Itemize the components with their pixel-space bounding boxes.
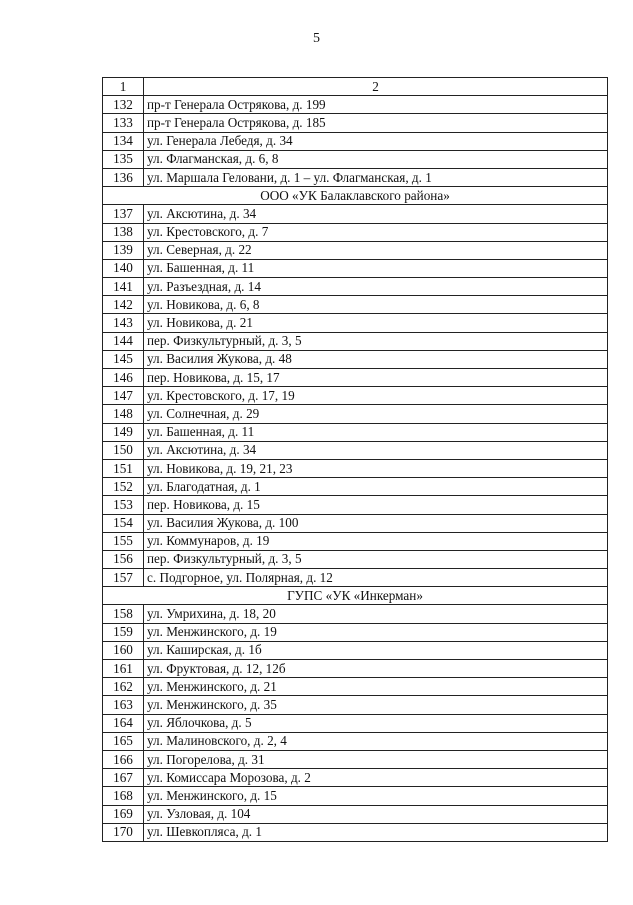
table-row	[103, 532, 608, 550]
table-row	[103, 423, 608, 441]
row-address: ул. Комиссара Морозова, д. 2	[144, 769, 608, 787]
row-number: 147	[103, 387, 144, 405]
table-row	[103, 550, 608, 568]
group-title: ГУПС «УК «Инкерман»	[103, 587, 608, 605]
row-address: ул. Менжинского, д. 21	[144, 678, 608, 696]
row-address: пер. Физкультурный, д. 3, 5	[144, 550, 608, 568]
row-number: 146	[103, 369, 144, 387]
table-row	[103, 569, 608, 587]
table-row	[103, 132, 608, 150]
table-row	[103, 823, 608, 841]
row-address: ул. Новикова, д. 21	[144, 314, 608, 332]
row-address: ул. Каширская, д. 1б	[144, 641, 608, 659]
row-number: 134	[103, 132, 144, 150]
row-address: ул. Маршала Геловани, д. 1 – ул. Флагманская, д. 1	[144, 168, 608, 186]
row-number: 141	[103, 278, 144, 296]
row-address: пр-т Генерала Острякова, д. 199	[144, 96, 608, 114]
table-row	[103, 514, 608, 532]
row-address: ул. Благодатная, д. 1	[144, 478, 608, 496]
row-number: 138	[103, 223, 144, 241]
row-number: 163	[103, 696, 144, 714]
row-address: ул. Менжинского, д. 19	[144, 623, 608, 641]
row-address: ул. Северная, д. 22	[144, 241, 608, 259]
row-number: 151	[103, 459, 144, 477]
table-row	[103, 805, 608, 823]
row-number: 159	[103, 623, 144, 641]
row-address: ул. Крестовского, д. 17, 19	[144, 387, 608, 405]
table-row	[103, 96, 608, 114]
row-number: 149	[103, 423, 144, 441]
group-title: ООО «УК Балаклавского района»	[103, 187, 608, 205]
column-header-1: 1	[103, 78, 144, 96]
table-row	[103, 369, 608, 387]
row-number: 165	[103, 732, 144, 750]
address-table-body	[103, 78, 608, 842]
row-address: пр-т Генерала Острякова, д. 185	[144, 114, 608, 132]
group-header-row	[103, 187, 608, 205]
row-address: пер. Новикова, д. 15	[144, 496, 608, 514]
row-number: 140	[103, 259, 144, 277]
row-address: ул. Аксютина, д. 34	[144, 205, 608, 223]
table-row	[103, 205, 608, 223]
table-row	[103, 769, 608, 787]
row-address: ул. Солнечная, д. 29	[144, 405, 608, 423]
row-address: ул. Башенная, д. 11	[144, 259, 608, 277]
table-row	[103, 314, 608, 332]
row-address: ул. Генерала Лебедя, д. 34	[144, 132, 608, 150]
table-row	[103, 278, 608, 296]
table-row	[103, 350, 608, 368]
row-number: 160	[103, 641, 144, 659]
row-number: 166	[103, 750, 144, 768]
row-number: 164	[103, 714, 144, 732]
row-number: 157	[103, 569, 144, 587]
row-number: 144	[103, 332, 144, 350]
table-row	[103, 732, 608, 750]
table-row	[103, 296, 608, 314]
row-number: 133	[103, 114, 144, 132]
table-row	[103, 678, 608, 696]
table-row	[103, 405, 608, 423]
row-number: 137	[103, 205, 144, 223]
table-row	[103, 478, 608, 496]
row-number: 153	[103, 496, 144, 514]
table-row	[103, 660, 608, 678]
table-row	[103, 223, 608, 241]
table-row	[103, 496, 608, 514]
table-row	[103, 332, 608, 350]
address-table	[102, 77, 608, 842]
table-row	[103, 605, 608, 623]
table-row	[103, 441, 608, 459]
row-number: 132	[103, 96, 144, 114]
row-number: 161	[103, 660, 144, 678]
row-address: пер. Новикова, д. 15, 17	[144, 369, 608, 387]
table-row	[103, 387, 608, 405]
table-row	[103, 623, 608, 641]
table-row	[103, 168, 608, 186]
row-address: ул. Василия Жукова, д. 100	[144, 514, 608, 532]
row-number: 136	[103, 168, 144, 186]
row-address: ул. Яблочкова, д. 5	[144, 714, 608, 732]
row-number: 170	[103, 823, 144, 841]
row-number: 139	[103, 241, 144, 259]
row-number: 169	[103, 805, 144, 823]
table-row	[103, 696, 608, 714]
table-row	[103, 787, 608, 805]
row-number: 162	[103, 678, 144, 696]
row-address: ул. Менжинского, д. 15	[144, 787, 608, 805]
row-number: 158	[103, 605, 144, 623]
row-number: 150	[103, 441, 144, 459]
row-address: ул. Крестовского, д. 7	[144, 223, 608, 241]
row-address: ул. Башенная, д. 11	[144, 423, 608, 441]
row-address: с. Подгорное, ул. Полярная, д. 12	[144, 569, 608, 587]
row-address: ул. Шевкопляса, д. 1	[144, 823, 608, 841]
row-address: ул. Малиновского, д. 2, 4	[144, 732, 608, 750]
table-row	[103, 750, 608, 768]
row-address: ул. Аксютина, д. 34	[144, 441, 608, 459]
table-row	[103, 641, 608, 659]
table-row	[103, 459, 608, 477]
row-address: ул. Менжинского, д. 35	[144, 696, 608, 714]
row-number: 143	[103, 314, 144, 332]
row-number: 145	[103, 350, 144, 368]
table-row	[103, 714, 608, 732]
table-row	[103, 150, 608, 168]
row-address: ул. Узловая, д. 104	[144, 805, 608, 823]
column-header-2: 2	[144, 78, 608, 96]
row-number: 148	[103, 405, 144, 423]
row-address: ул. Новикова, д. 19, 21, 23	[144, 459, 608, 477]
row-number: 142	[103, 296, 144, 314]
row-number: 154	[103, 514, 144, 532]
row-address: ул. Василия Жукова, д. 48	[144, 350, 608, 368]
row-number: 155	[103, 532, 144, 550]
row-number: 152	[103, 478, 144, 496]
row-number: 168	[103, 787, 144, 805]
table-header-row	[103, 78, 608, 96]
row-address: ул. Погорелова, д. 31	[144, 750, 608, 768]
group-header-row	[103, 587, 608, 605]
row-address: ул. Коммунаров, д. 19	[144, 532, 608, 550]
row-address: ул. Разъездная, д. 14	[144, 278, 608, 296]
table-row	[103, 114, 608, 132]
row-address: ул. Новикова, д. 6, 8	[144, 296, 608, 314]
page-number: 5	[313, 31, 320, 46]
row-address: ул. Фруктовая, д. 12, 12б	[144, 660, 608, 678]
row-number: 167	[103, 769, 144, 787]
row-address: ул. Флагманская, д. 6, 8	[144, 150, 608, 168]
table-row	[103, 259, 608, 277]
row-number: 156	[103, 550, 144, 568]
row-address: пер. Физкультурный, д. 3, 5	[144, 332, 608, 350]
row-number: 135	[103, 150, 144, 168]
row-address: ул. Умрихина, д. 18, 20	[144, 605, 608, 623]
table-row	[103, 241, 608, 259]
